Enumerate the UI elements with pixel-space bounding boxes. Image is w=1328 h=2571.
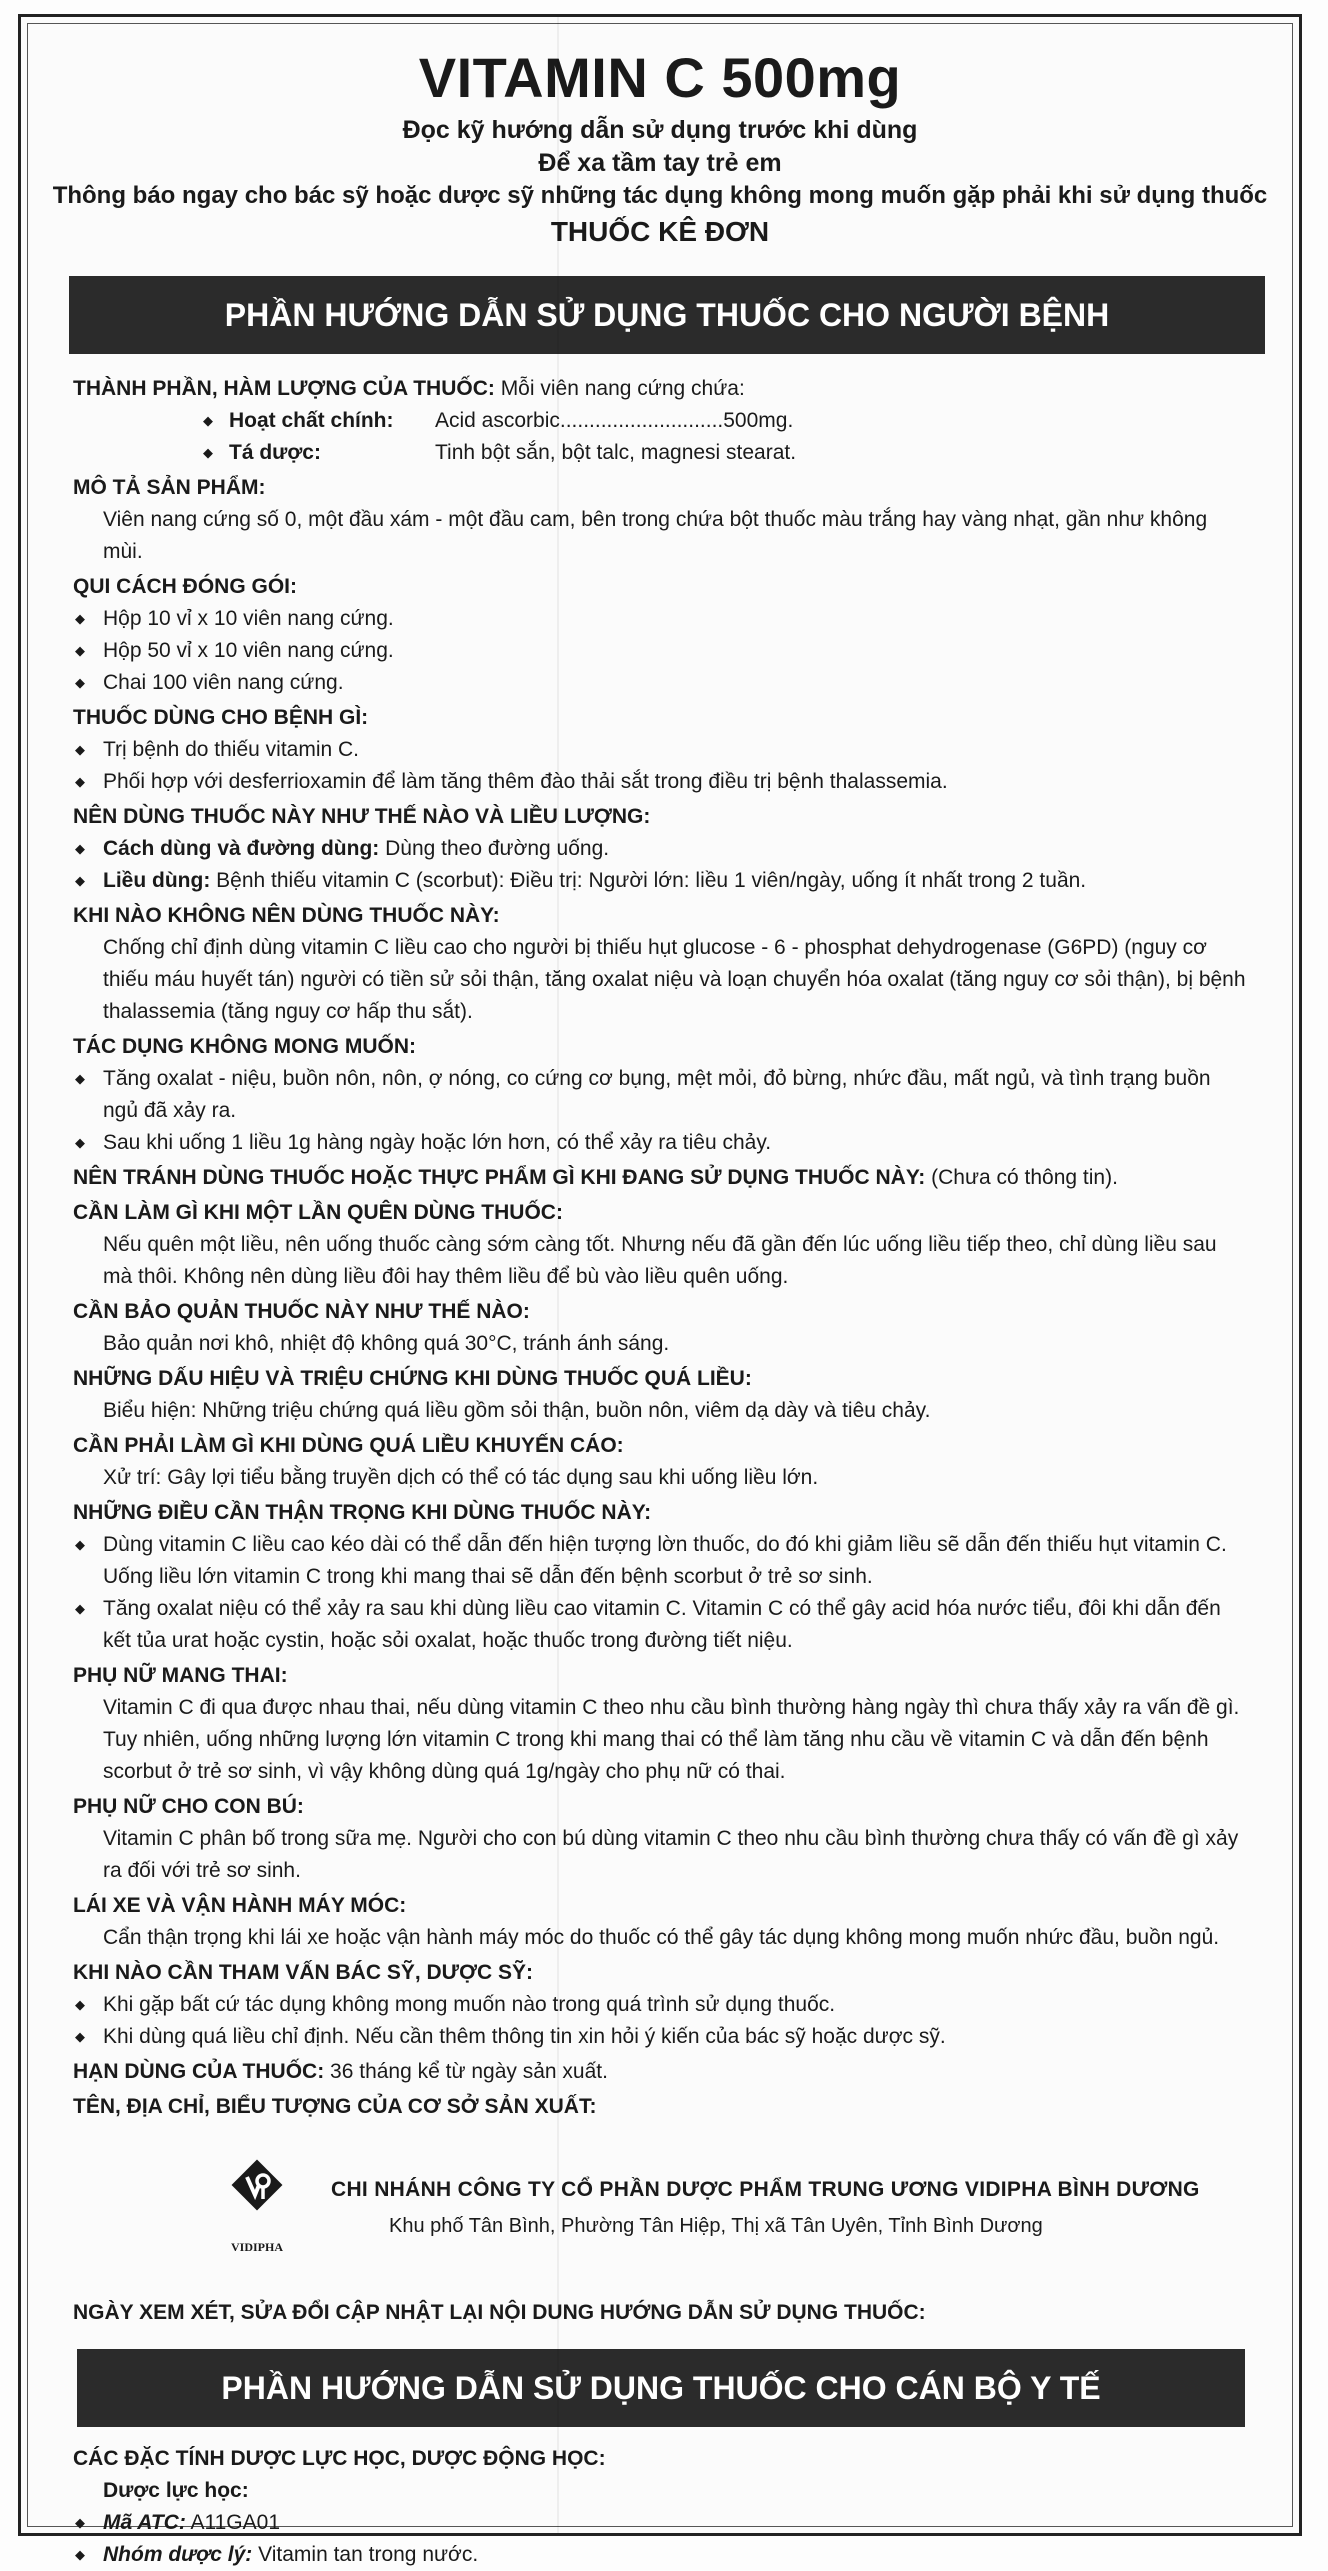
excipient-row — [73, 437, 1247, 469]
prescription-label: THUỐC KÊ ĐƠN — [550, 216, 770, 247]
revision-heading: NGÀY XEM XÉT, SỬA ĐỔI CẬP NHẬT LẠI NỘI DUNG HƯỚNG DẪN SỬ DỤNG THUỐC: — [73, 2301, 926, 2324]
usage-route-text: Dùng theo đường uống. — [379, 837, 610, 860]
consult-item: ◆ Khi dùng quá liều chỉ định. Nếu cần thêm thông tin xin hỏi ý kiến của bác sỹ hoặc dược sỹ. — [73, 2021, 1247, 2053]
indication-item: ◆ Trị bệnh do thiếu vitamin C. — [73, 734, 1247, 766]
usage-route-item — [73, 833, 1247, 865]
leaflet-inner-border — [27, 23, 1293, 2527]
manufacturer-address: Khu phố Tân Bình, Phường Tân Hiệp, Thị xã Tân Uyên, Tỉnh Bình Dương — [389, 2215, 1043, 2237]
precautions-heading: NHỮNG ĐIỀU CẦN THẬN TRỌNG KHI DÙNG THUỐC NÀY: — [73, 1501, 652, 1524]
manufacturer-name: CHI NHÁNH CÔNG TY CỔ PHẦN DƯỢC PHẨM TRUNG ƯƠNG VIDIPHA BÌNH DƯƠNG — [331, 2178, 1200, 2201]
driving-heading: LÁI XE VÀ VẬN HÀNH MÁY MÓC: — [73, 1894, 407, 1917]
storage-heading: CẦN BẢO QUẢN THUỐC NÀY NHƯ THẾ NÀO: — [73, 1300, 530, 1323]
atc-code-label: Mã ATC: — [103, 2511, 186, 2534]
logo-wordmark: VIDIPHA — [230, 2240, 283, 2254]
excipient-value: Tinh bột sắn, bột talc, magnesi stearat. — [435, 441, 797, 464]
contraindications-heading: KHI NÀO KHÔNG NÊN DÙNG THUỐC NÀY: — [73, 904, 500, 927]
indications-heading: THUỐC DÙNG CHO BỆNH GÌ: — [73, 706, 369, 729]
description-text: Viên nang cứng số 0, một đầu xám - một đầu cam, bên trong chứa bột thuốc màu trắng hay vàng nhạt, gần như không mùi. — [103, 508, 1208, 563]
excipient-label: Tá dược: — [229, 441, 321, 464]
leaflet-page — [18, 14, 1302, 2566]
packaging-heading: QUI CÁCH ĐÓNG GÓI: — [73, 575, 297, 598]
manufacturer-heading: TÊN, ĐỊA CHỈ, BIỂU TƯỢNG CỦA CƠ SỞ SẢN XUẤT: — [73, 2095, 597, 2118]
side-effect-item: ◆ Tăng oxalat - niệu, buồn nôn, nôn, ợ nóng, co cứng cơ bụng, mệt mỏi, đỏ bừng, nhức đầu, mất ngủ, và tình trạng buồn ngủ đã xảy ra. — [73, 1063, 1247, 1127]
read-instructions-line: Đọc kỹ hướng dẫn sử dụng trước khi dùng — [402, 116, 918, 144]
lactation-heading: PHỤ NỮ CHO CON BÚ: — [73, 1795, 304, 1818]
packaging-item: ◆ Hộp 10 vỉ x 10 viên nang cứng. — [73, 603, 1247, 635]
pharmacodynamics-subheading: Dược lực học: — [103, 2479, 249, 2502]
active-ingredient-value: Acid ascorbic............................500mg. — [435, 409, 794, 432]
side-effects-heading: TÁC DỤNG KHÔNG MONG MUỐN: — [73, 1035, 416, 1058]
consult-heading: KHI NÀO CẦN THAM VẤN BÁC SỸ, DƯỢC SỸ: — [73, 1961, 534, 1984]
professional-section-banner: PHẦN HƯỚNG DẪN SỬ DỤNG THUỐC CHO CÁN BỘ Y TẾ — [77, 2349, 1245, 2427]
precaution-item: ◆ Tăng oxalat niệu có thể xảy ra sau khi dùng liều cao vitamin C. Vitamin C có thể gây acid hóa nước tiểu, đôi khi dẫn đến kết tủa urat hoặc cystin, hoặc sỏi oxalat, hoặc thuốc trong đường tiết niệu. — [73, 1593, 1247, 1657]
avoid-heading-text: NÊN TRÁNH DÙNG THUỐC HOẶC THỰC PHẨM GÌ KHI ĐANG SỬ DỤNG THUỐC NÀY: — [73, 1166, 926, 1189]
avoid-heading-tail: (Chưa có thông tin). — [925, 1166, 1118, 1189]
drug-group-value: Vitamin tan trong nước. — [252, 2543, 479, 2566]
active-ingredient-label: Hoạt chất chính: — [229, 409, 394, 432]
packaging-item: ◆ Hộp 50 vỉ x 10 viên nang cứng. — [73, 635, 1247, 667]
atc-code-item — [73, 2507, 1247, 2539]
keep-away-children-line: Để xa tầm tay trẻ em — [538, 149, 782, 177]
overdose-signs-text: Biểu hiện: Những triệu chứng quá liều gồm sỏi thận, buồn nôn, viêm dạ dày và tiêu chảy. — [103, 1399, 931, 1422]
pregnancy-text: Vitamin C đi qua được nhau thai, nếu dùng vitamin C theo nhu cầu bình thường hàng ngày thì chưa thấy xảy ra vấn đề gì. Tuy nhiên, uống những lượng lớn vitamin C trong khi mang thai có thể làm tăng nhu cầu về vitamin C và dẫn đến bệnh scorbut ở trẻ sơ sinh, vì vậy không dùng quá 1g/ngày cho phụ nữ có thai. — [103, 1696, 1240, 1783]
dosage-text: Bệnh thiếu vitamin C (scorbut): Điều trị: Người lớn: liều 1 viên/ngày, uống ít nhất trong 2 tuần. — [210, 869, 1087, 892]
packaging-item: ◆ Chai 100 viên nang cứng. — [73, 667, 1247, 699]
missed-dose-text: Nếu quên một liều, nên uống thuốc càng sớm càng tốt. Nhưng nếu đã gần đến lúc uống liều tiếp theo, chỉ dùng liều sau mà thôi. Không nên dùng liều đôi hay thêm liều để bù vào liều quên uống. — [103, 1233, 1217, 1288]
dosage-label: Liều dùng: — [103, 869, 211, 892]
composition-heading-text: THÀNH PHẦN, HÀM LƯỢNG CỦA THUỐC: — [73, 377, 495, 400]
product-title: VITAMIN C 500mg — [418, 46, 902, 109]
composition-heading-tail: Mỗi viên nang cứng chứa: — [494, 377, 745, 400]
description-heading: MÔ TẢ SẢN PHẨM: — [73, 476, 266, 499]
usage-route-label: Cách dùng và đường dùng: — [103, 837, 380, 860]
drug-group-label: Nhóm dược lý: — [103, 2543, 253, 2566]
dosage-item — [73, 865, 1247, 897]
missed-dose-heading: CẦN LÀM GÌ KHI MỘT LẦN QUÊN DÙNG THUỐC: — [73, 1201, 563, 1224]
paper-fold-line — [557, 17, 559, 2533]
precaution-item: ◆ Dùng vitamin C liều cao kéo dài có thể dẫn đến hiện tượng lờn thuốc, do đó khi giảm liều sẽ dẫn đến thiếu hụt vitamin C. Uống liều lớn vitamin C trong khi mang thai sẽ dẫn đến bệnh scorbut ở trẻ sơ sinh. — [73, 1529, 1247, 1593]
shelf-life-value: 36 tháng kể từ ngày sản xuất. — [324, 2060, 608, 2083]
report-side-effects-line: Thông báo ngay cho bác sỹ hoặc dược sỹ những tác dụng không mong muốn gặp phải khi sử dụng thuốc — [52, 182, 1268, 209]
atc-code-value: A11GA01 — [185, 2511, 281, 2534]
drug-group-item — [73, 2539, 1247, 2571]
pharmacology-heading: CÁC ĐẶC TÍNH DƯỢC LỰC HỌC, DƯỢC ĐỘNG HỌC: — [73, 2447, 606, 2470]
contraindications-text: Chống chỉ định dùng vitamin C liều cao cho người bị thiếu hụt glucose - 6 - phosphat dehydrogenase (G6PD) (nguy cơ thiếu máu huyết tán) người có tiền sử sỏi thận, tăng oxalat niệu và loạn chuyển hóa oxalat (tăng nguy cơ sỏi thận), bị bệnh thalassemia (tăng nguy cơ hấp thu sắt). — [103, 936, 1246, 1023]
overdose-action-heading: CẦN PHẢI LÀM GÌ KHI DÙNG QUÁ LIỀU KHUYẾN CÁO: — [73, 1434, 624, 1457]
lactation-text: Vitamin C phân bố trong sữa mẹ. Người cho con bú dùng vitamin C theo nhu cầu bình thường chưa thấy có vấn đề gì xảy ra đối với trẻ sơ sinh. — [103, 1827, 1239, 1882]
indication-item: ◆ Phối hợp với desferrioxamin để làm tăng thêm đào thải sắt trong điều trị bệnh thalassemia. — [73, 766, 1247, 798]
consult-item: ◆ Khi gặp bất cứ tác dụng không mong muốn nào trong quá trình sử dụng thuốc. — [73, 1989, 1247, 2021]
patient-section-banner: PHẦN HƯỚNG DẪN SỬ DỤNG THUỐC CHO NGƯỜI BỆNH — [69, 276, 1265, 354]
pregnancy-heading: PHỤ NỮ MANG THAI: — [73, 1664, 288, 1687]
driving-text: Cẩn thận trọng khi lái xe hoặc vận hành máy móc do thuốc có thể gây tác dụng không mong muốn nhức đầu, buồn ngủ. — [103, 1926, 1220, 1949]
overdose-signs-heading: NHỮNG DẤU HIỆU VÀ TRIỆU CHỨNG KHI DÙNG THUỐC QUÁ LIỀU: — [73, 1367, 752, 1390]
overdose-action-text: Xử trí: Gây lợi tiểu bằng truyền dịch có thể có tác dụng sau khi uống liều lớn. — [103, 1466, 819, 1489]
active-ingredient-row — [73, 405, 1247, 437]
side-effect-item: ◆ Sau khi uống 1 liều 1g hàng ngày hoặc lớn hơn, có thể xảy ra tiêu chảy. — [73, 1127, 1247, 1159]
storage-text: Bảo quản nơi khô, nhiệt độ không quá 30°C, tránh ánh sáng. — [103, 1332, 670, 1355]
shelf-life-heading-text: HẠN DÙNG CỦA THUỐC: — [73, 2060, 325, 2083]
usage-heading: NÊN DÙNG THUỐC NÀY NHƯ THẾ NÀO VÀ LIỀU LƯỢNG: — [73, 805, 651, 828]
